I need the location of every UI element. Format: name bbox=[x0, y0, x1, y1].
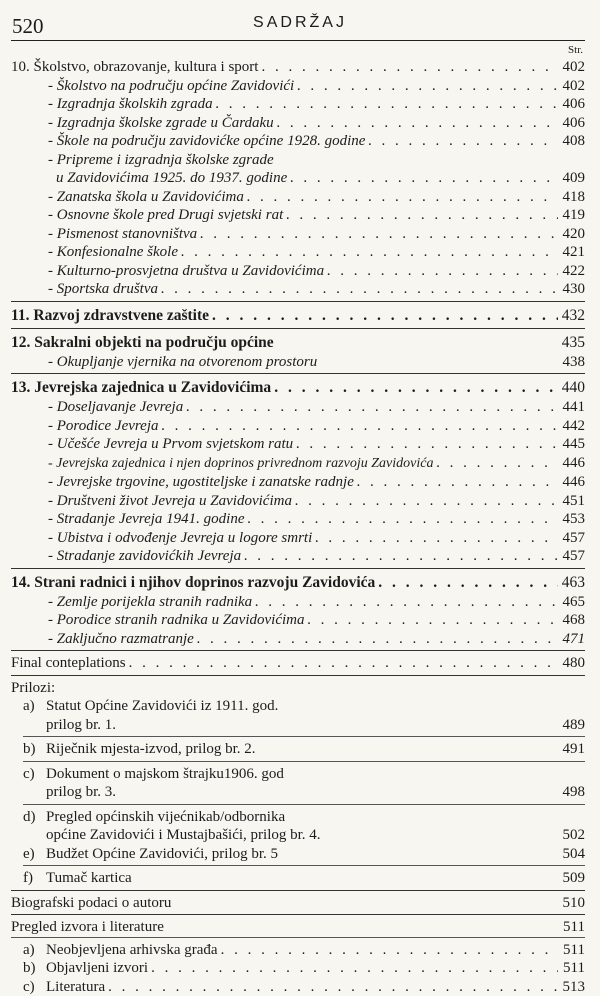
appendix-item-b[interactable]: b) Riječnik mjesta-izvod, prilog br. 2. 491 bbox=[11, 740, 585, 759]
appendix-item-e[interactable]: e) Budžet Općine Zavidovići, prilog br. 5 504 bbox=[11, 845, 585, 864]
toc-subentry[interactable]: - Zaključno razmatranje . . . 471 bbox=[11, 630, 585, 649]
toc-subentry[interactable]: - Doseljavanje Jevreja . . . 441 bbox=[11, 398, 585, 417]
toc-entry-bio[interactable]: Biografski podaci o autoru 510 bbox=[11, 894, 585, 913]
toc-subentry[interactable]: - Konfesionalne škole . . . 421 bbox=[11, 243, 585, 262]
toc-subentry[interactable]: - Učešće Jevreja u Prvom svjetskom ratu . . . 445 bbox=[11, 435, 585, 454]
appendix-item-a[interactable]: a) Statut Općine Zavidovići iz 1911. god. bbox=[11, 697, 585, 716]
toc-entry-sources[interactable]: Pregled izvora i literature 511 bbox=[11, 918, 585, 937]
toc-subentry[interactable]: - Osnovne škole pred Drugi svjetski rat . . . 419 bbox=[11, 206, 585, 225]
appendix-item-c[interactable]: c) Dokument o majskom štrajku1906. god bbox=[11, 765, 585, 784]
header-rule bbox=[11, 40, 585, 41]
toc-subentry[interactable]: - Kulturno-prosvjetna društva u Zavidovićima . . . 422 bbox=[11, 262, 585, 281]
appendix-item-d[interactable]: d) Pregled općinskih vijećnikab/odbornika bbox=[11, 808, 585, 827]
toc-subentry[interactable]: - Jevrejske trgovine, ugostiteljske i zanatske radnje . . . 446 bbox=[11, 473, 585, 492]
toc-subentry[interactable]: - Izgradnja školske zgrade u Čardaku . . . 406 bbox=[11, 114, 585, 133]
divider bbox=[11, 328, 585, 329]
str-label: Str. bbox=[568, 44, 583, 56]
toc-subentry[interactable]: - Izgradnja školskih zgrada . . . 406 bbox=[11, 95, 585, 114]
divider bbox=[11, 301, 585, 302]
toc-subentry[interactable]: - Jevrejska zajednica i njen doprinos privrednom razvoju Zavidovića . . . 446 bbox=[11, 454, 585, 474]
toc-subentry[interactable]: - Zanatska škola u Zavidovićima . . . 418 bbox=[11, 188, 585, 207]
sources-item-c[interactable]: c) Literatura . . . 513 bbox=[11, 978, 585, 996]
sources-item-b[interactable]: b) Objavljeni izvori . . . 511 bbox=[11, 959, 585, 978]
toc-subentry[interactable]: - Društveni život Jevreja u Zavidovićima . . . 451 bbox=[11, 492, 585, 511]
divider bbox=[11, 373, 585, 374]
toc-subentry[interactable]: - Pripreme i izgradnja školske zgrade bbox=[11, 151, 585, 170]
divider bbox=[23, 804, 585, 805]
running-head: SADRŽAJ bbox=[0, 14, 600, 32]
toc-subentry[interactable]: - Stradanje Jevreja 1941. godine . . . 453 bbox=[11, 510, 585, 529]
toc-subentry-continued[interactable]: u Zavidovićima 1925. do 1937. godine . . . 409 bbox=[11, 169, 585, 188]
divider bbox=[11, 568, 585, 569]
toc-subentry[interactable]: - Pismenost stanovništva . . . 420 bbox=[11, 225, 585, 244]
toc-subentry[interactable]: - Porodice stranih radnika u Zavidovićima . . . 468 bbox=[11, 611, 585, 630]
appendix-item-d-cont[interactable]: općine Zavidovići i Mustajbašići, prilog br. 4. 502 bbox=[11, 826, 585, 845]
toc-subentry[interactable]: - Porodice Jevreja . . . 442 bbox=[11, 417, 585, 436]
divider bbox=[11, 675, 585, 676]
toc-subentry[interactable]: - Zemlje porijekla stranih radnika . . . 465 bbox=[11, 593, 585, 612]
toc-entry-chapter-10[interactable]: 10. Školstvo, obrazovanje, kultura i sport . . . 402 bbox=[11, 58, 585, 77]
sources-item-a[interactable]: a) Neobjevljena arhivska građa . . . 511 bbox=[11, 941, 585, 960]
toc-entry-final[interactable]: Final conteplations . . . 480 bbox=[11, 654, 585, 673]
appendix-item-c-cont[interactable]: prilog br. 3. 498 bbox=[11, 783, 585, 802]
toc-entry-chapter-14[interactable]: 14. Strani radnici i njihov doprinos razvoju Zavidovića . . . 463 bbox=[11, 572, 585, 593]
toc-subentry[interactable]: - Okupljanje vjernika na otvorenom prostoru 438 bbox=[11, 353, 585, 372]
divider bbox=[23, 761, 585, 762]
divider bbox=[11, 914, 585, 915]
table-of-contents bbox=[11, 58, 585, 996]
divider bbox=[11, 937, 585, 938]
appendix-item-a-cont[interactable]: prilog br. 1. 489 bbox=[11, 716, 585, 735]
toc-entry-chapter-11[interactable]: 11. Razvoj zdravstvene zaštite . . . 432 bbox=[11, 305, 585, 326]
divider bbox=[23, 736, 585, 737]
toc-subentry[interactable]: - Škole na području zavidovićke općine 1928. godine . . . 408 bbox=[11, 132, 585, 151]
page-number: 520 bbox=[12, 14, 44, 39]
toc-entry-chapter-12[interactable]: 12. Sakralni objekti na području općine 435 bbox=[11, 332, 585, 353]
toc-subentry[interactable]: - Stradanje zavidovićkih Jevreja . . . 457 bbox=[11, 547, 585, 566]
divider bbox=[11, 650, 585, 651]
divider bbox=[11, 890, 585, 891]
toc-entry-chapter-13[interactable]: 13. Jevrejska zajednica u Zavidovićima . . . 440 bbox=[11, 377, 585, 398]
appendix-heading: Prilozi: bbox=[11, 679, 585, 698]
toc-subentry[interactable]: - Ubistva i odvođenje Jevreja u logore smrti . . . 457 bbox=[11, 529, 585, 548]
divider bbox=[23, 865, 585, 866]
appendix-item-f[interactable]: f) Tumač kartica 509 bbox=[11, 869, 585, 888]
toc-subentry[interactable]: - Sportska društva . . . 430 bbox=[11, 280, 585, 299]
toc-subentry[interactable]: - Školstvo na području općine Zavidovići . . . 402 bbox=[11, 77, 585, 96]
